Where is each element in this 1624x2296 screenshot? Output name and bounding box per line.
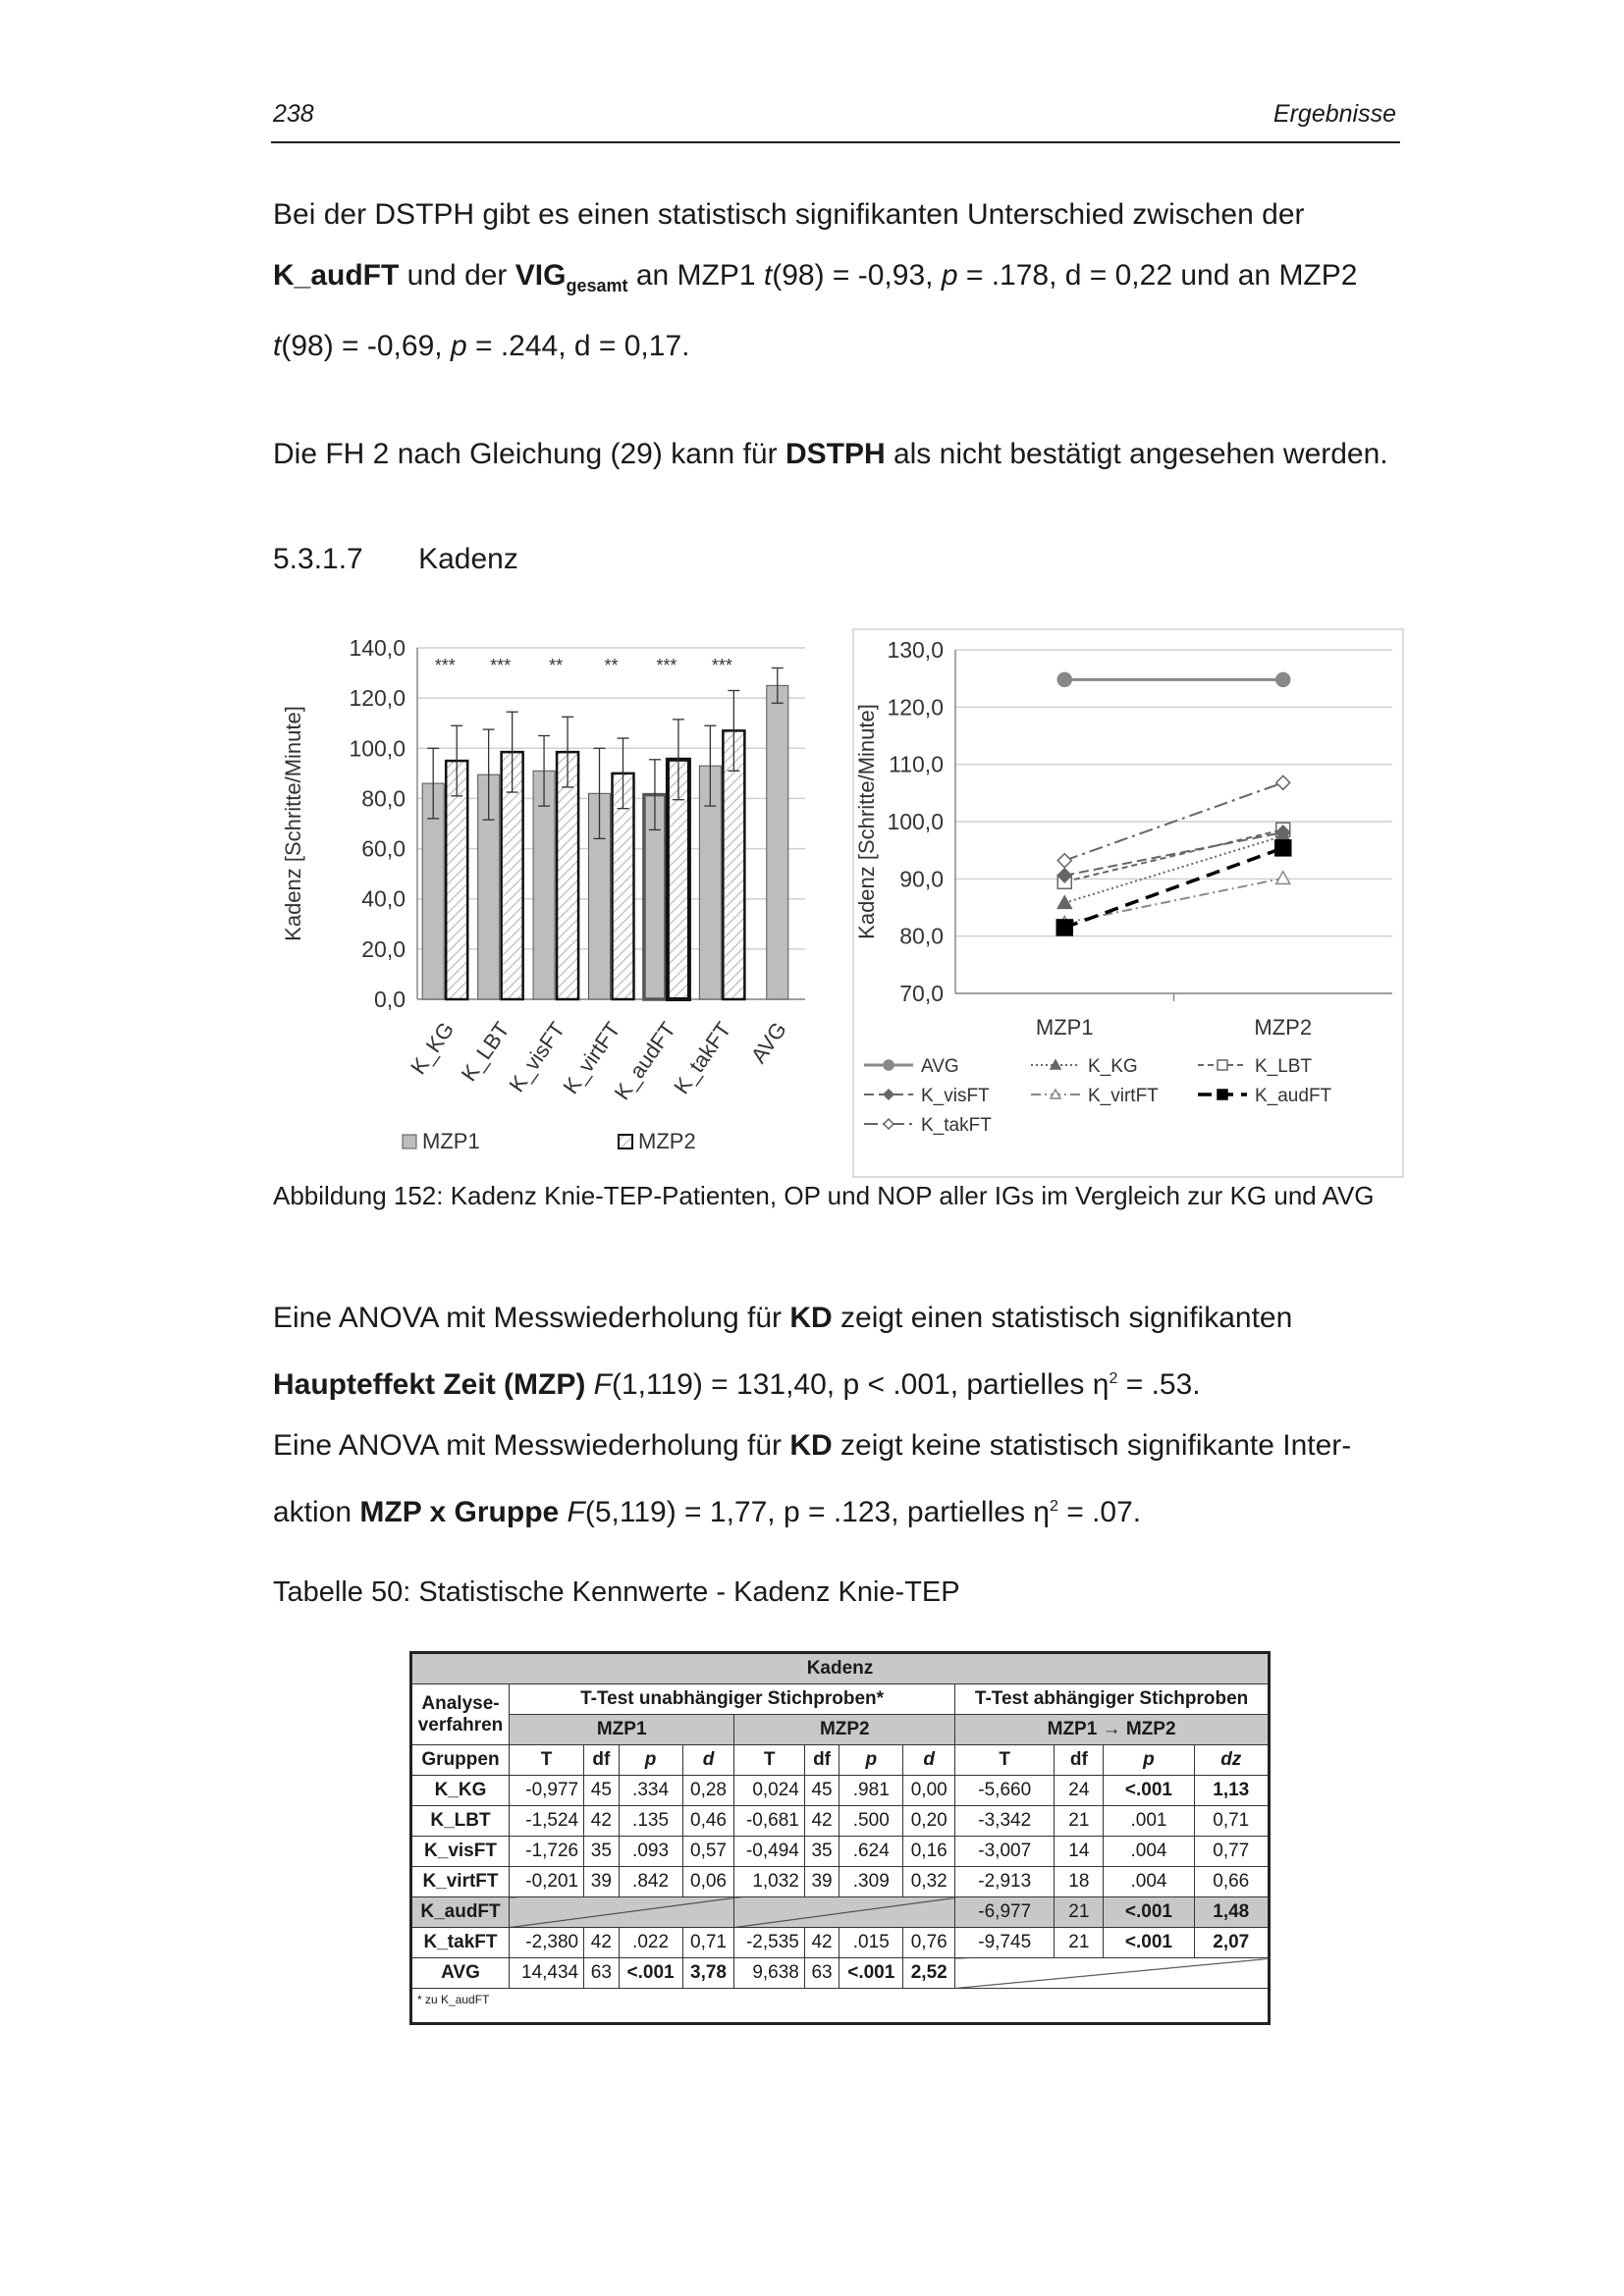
page-header (271, 98, 1400, 143)
y-tick-label: 80,0 (899, 923, 944, 949)
x-tick-label: MZP1 (1035, 1015, 1094, 1040)
bar-mzp2 (557, 752, 578, 999)
x-tick-label: K_virtFT (558, 1017, 625, 1098)
y-tick-label: 80,0 (361, 785, 406, 812)
significance-label: ** (604, 656, 619, 675)
y-tick-label: 40,0 (361, 885, 406, 912)
legend-marker-k_lbt (1218, 1060, 1227, 1070)
page-number: 238 (273, 100, 314, 128)
section-heading: 5.3.1.7 Kadenz (273, 543, 518, 575)
table-title: Kadenz (411, 1653, 1270, 1684)
y-tick-label: 100,0 (887, 809, 944, 834)
sub-header-mzp1: MZP1 (510, 1715, 734, 1745)
figure-caption: Abbildung 152: Kadenz Knie-TEP-Patienten, OP und NOP aller IGs im Vergleich zur KG und AVG (273, 1181, 1375, 1210)
legend-label-k_virtft: K_virtFT (1088, 1086, 1159, 1106)
paragraph-fh2: Die FH 2 nach Gleichung (29) kann für DSTPH als nicht bestätigt angesehen werden. (273, 438, 1388, 470)
line-chart (852, 628, 1404, 1178)
table-footnote: * zu K_audFT (411, 1989, 1270, 2024)
x-tick-label: MZP2 (1254, 1015, 1313, 1040)
significance-label: ** (549, 656, 564, 675)
y-tick-label: 20,0 (361, 935, 406, 962)
bar-chart (275, 628, 825, 1178)
bar-mzp1 (767, 685, 788, 999)
series-line-k_audft (1064, 848, 1283, 928)
paragraph-anova: Eine ANOVA mit Messwiederholung für KD zeigt einen statistisch signifikanten Haupteffekt Zeit (MZP) F(1,119) = 131,40, p < .001, partielles $\eta^2 = .53$. Eine ANOVA mit Messwiederholung für KD zeigt keine statistisch signifikante Inter- aktion MZP x Gruppe F(5,119) = 1,77, p = .123, partielles $\eta^2 = .07$. (273, 1302, 1352, 1528)
legend-marker-k_visft (884, 1090, 893, 1099)
legend-label-k_takft: K_takFT (921, 1115, 992, 1136)
legend-label-mzp2: MZP2 (638, 1129, 696, 1153)
significance-label: *** (490, 656, 512, 675)
y-tick-label: 130,0 (887, 637, 944, 663)
data-point-k_takft (1276, 775, 1290, 789)
analysis-label: Analyse-verfahren (411, 1684, 510, 1745)
significance-label: *** (711, 656, 732, 675)
legend-marker-k_audft (1218, 1090, 1227, 1099)
legend-label-k_visft: K_visFT (921, 1086, 990, 1106)
stats-table (409, 1651, 1271, 2025)
section-title: Ergebnisse (1272, 100, 1396, 128)
sub-header-change: MZP1 → MZP2 (955, 1715, 1270, 1745)
legend-label-k_kg: K_KG (1088, 1056, 1138, 1077)
legend-label-avg: AVG (921, 1056, 959, 1077)
x-tick-label: K_takFT (669, 1017, 736, 1098)
legend-label-k_lbt: K_LBT (1255, 1056, 1313, 1077)
y-tick-label: 120,0 (349, 685, 406, 712)
y-tick-label: 60,0 (361, 835, 406, 862)
x-tick-label: K_LBT (456, 1017, 514, 1086)
column-header-row: Gruppen T df p d T df p d T df p dz (411, 1745, 1270, 1776)
y-tick-label: 90,0 (899, 866, 944, 892)
sub-header-mzp2: MZP2 (734, 1715, 955, 1745)
y-tick-label: 100,0 (349, 735, 406, 762)
data-point-k_audft (1056, 920, 1072, 935)
legend-swatch-mzp1 (403, 1135, 416, 1148)
table-row: K_visFT -1,726 35 .093 0,57 -0,494 35 .624 0,16 -3,007 14 .004 0,77 (411, 1837, 1270, 1867)
data-point-k_takft (1057, 854, 1071, 868)
y-tick-label: 0,0 (374, 987, 406, 1012)
table-row: K_LBT -1,524 42 .135 0,46 -0,681 42 .500 0,20 -3,342 21 .001 0,71 (411, 1806, 1270, 1837)
x-tick-label: K_KG (406, 1017, 460, 1079)
legend-label-mzp1: MZP1 (422, 1129, 480, 1153)
y-axis-label: Kadenz [Schritte/Minute] (281, 706, 305, 941)
significance-label: *** (434, 656, 456, 675)
group-header-independent: T-Test unabhängiger Stichproben* (510, 1684, 955, 1715)
data-point-k_virtft (1276, 872, 1290, 884)
group-header-dependent: T-Test abhängiger Stichproben (955, 1684, 1270, 1715)
table-row: AVG 14,434 63 <.001 3,78 9,638 63 <.001 2,52 (411, 1958, 1270, 1989)
x-tick-label: K_audFT (609, 1017, 681, 1105)
data-point-avg (1057, 672, 1071, 686)
y-tick-label: 120,0 (887, 694, 944, 721)
legend-label-k_audft: K_audFT (1255, 1086, 1332, 1106)
data-point-avg (1276, 672, 1290, 686)
paragraph-dstph: Bei der DSTPH gibt es einen statistisch signifikanten Unterschied zwischen der K_audFT und der $VIG_{gesamt}$ an MZP1 t(98) = -0,93, p = .178, d = 0,22 und an MZP2 t(98) = -0,69, p = .244, d = 0,17. (273, 198, 1358, 362)
table-caption: Tabelle 50: Statistische Kennwerte - Kadenz Knie-TEP (273, 1576, 960, 1608)
y-tick-label: 70,0 (899, 981, 944, 1006)
y-axis-label: Kadenz [Schritte/Minute] (854, 704, 879, 939)
data-point-k_audft (1275, 840, 1291, 856)
table-row: K_audFT -6,977 21 <.001 1,48 (411, 1897, 1270, 1928)
legend-marker-k_takft (884, 1119, 893, 1129)
significance-label: *** (656, 656, 677, 675)
table-row: K_takFT -2,380 42 .022 0,71 -2,535 42 .015 0,76 -9,745 21 <.001 2,07 (411, 1928, 1270, 1958)
table-row: K_virtFT -0,201 39 .842 0,06 1,032 39 .309 0,32 -2,913 18 .004 0,66 (411, 1867, 1270, 1897)
x-tick-label: AVG (745, 1017, 791, 1068)
table-row: K_KG -0,977 45 .334 0,28 0,024 45 .981 0,00 -5,660 24 <.001 1,13 (411, 1776, 1270, 1806)
series-line-k_lbt (1064, 829, 1283, 881)
legend-marker-avg (884, 1060, 893, 1070)
legend-swatch-mzp2 (619, 1135, 632, 1148)
data-point-k_kg (1057, 896, 1071, 909)
y-tick-label: 110,0 (889, 751, 944, 777)
x-tick-label: K_visFT (504, 1017, 570, 1096)
y-tick-label: 140,0 (349, 635, 406, 661)
